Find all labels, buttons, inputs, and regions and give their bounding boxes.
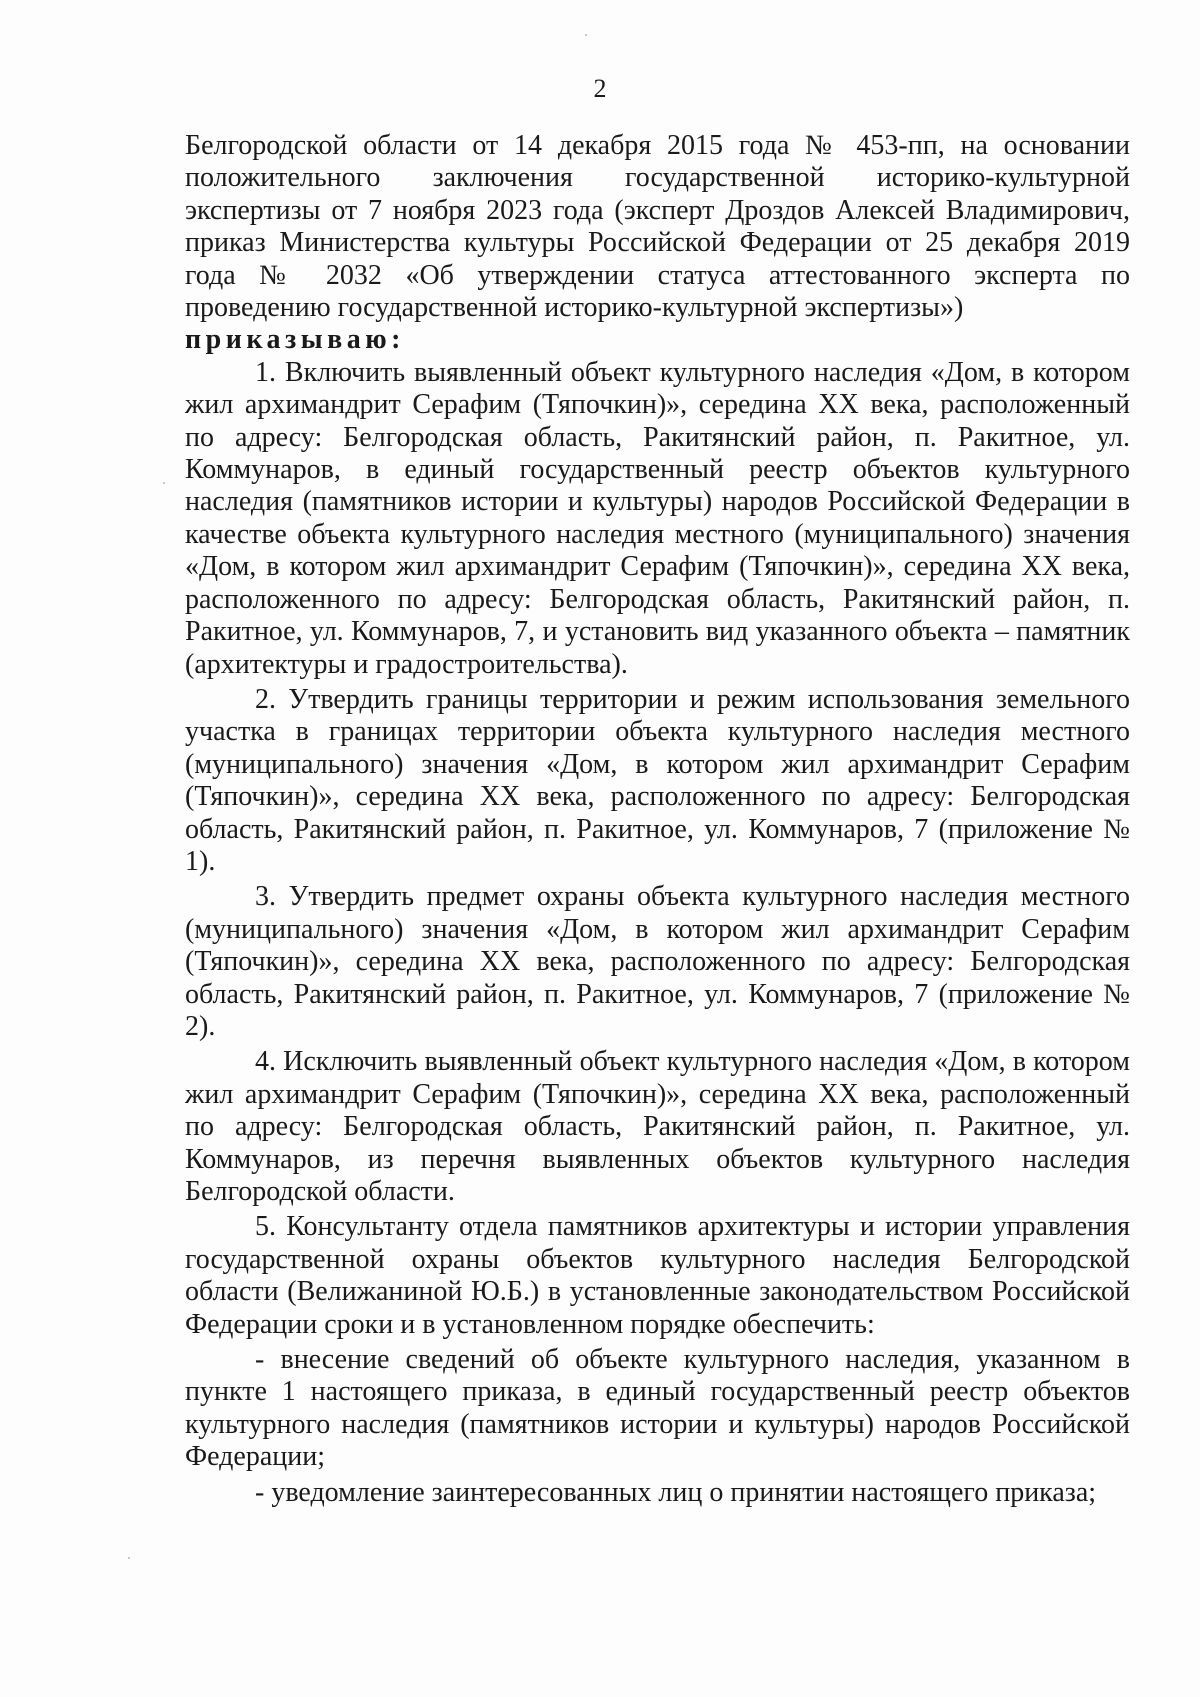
order-word: приказываю: bbox=[185, 324, 406, 356]
order-item-3: 3. Утвердить предмет охраны объекта культурного наследия местного (муниципального) значения «Дом, в котором жил архимандрит Серафим (Тяпочкин)», середина XX века, расположенного по адресу: Белгородская область, Ракитянский район, п. Ракитное, ул. Коммунаров, 7 (приложение № 2). bbox=[185, 881, 1130, 1042]
order-item-4: 4. Исключить выявленный объект культурного наследия «Дом, в котором жил архимандрит Серафим (Тяпочкин)», середина XX века, расположенный по адресу: Белгородская область, Ракитянский район, п. Ракитное, ул. Коммунаров, из перечня выявленных объектов культурного наследия Белгородской области. bbox=[185, 1046, 1130, 1207]
order-item-5: 5. Консультанту отдела памятников архитектуры и истории управления государственной охраны объектов культурного наследия Белгородской области (Велижаниной Ю.Б.) в установленные законодательством Российской Федерации сроки и в установленном порядке обеспечить: bbox=[185, 1211, 1130, 1340]
order-subitem-2: - уведомление заинтересованных лиц о принятии настоящего приказа; bbox=[255, 1476, 1097, 1508]
order-body bbox=[185, 130, 1130, 1509]
scan-speck bbox=[128, 1557, 130, 1559]
order-word-paragraph bbox=[185, 324, 1130, 356]
order-item-2: 2. Утвердить границы территории и режим использования земельного участка в границах территории объекта культурного наследия местного (муниципального) значения «Дом, в котором жил архимандрит Серафим (Тяпочкин)», середина XX века, расположенного по адресу: Белгородская область, Ракитянский район, п. Ракитное, ул. Коммунаров, 7 (приложение № 1). bbox=[185, 683, 1130, 877]
order-subitem-1: - внесение сведений об объекте культурного наследия, указанном в пункте 1 настоящего приказа, в единый государственный реестр объектов культурного наследия (памятников истории и культуры) народов Российской Федерации; bbox=[185, 1344, 1130, 1473]
scan-speck bbox=[585, 34, 587, 36]
scan-speck bbox=[163, 482, 165, 484]
order-item-1: 1. Включить выявленный объект культурного наследия «Дом, в котором жил архимандрит Серафим (Тяпочкин)», середина XX века, расположенный по адресу: Белгородская область, Ракитянский район, п. Ракитное, ул. Коммунаров, в единый государственный реестр объектов культурного наследия (памятников истории и культуры) народов Российской Федерации в качестве объекта культурного наследия местного (муниципального) значения «Дом, в котором жил архимандрит Серафим (Тяпочкин)», середина XX века, расположенного по адресу: Белгородская область, Ракитянский район, п. Ракитное, ул. Коммунаров, 7, и установить вид указанного объекта – памятник (архитектуры и градостроительства). bbox=[185, 356, 1130, 680]
preamble-paragraph: Белгородской области от 14 декабря 2015 года № 453-пп, на основании положительного заключения государственной историко-культурной экспертизы от 7 ноября 2023 года (эксперт Дроздов Алексей Владимирович, приказ Министерства культуры Российской Федерации от 25 декабря 2019 года № 2032 «Об утверждении статуса аттестованного эксперта по проведению государственной историко-культурной экспертизы») bbox=[185, 130, 1130, 324]
page-number: 2 bbox=[593, 74, 607, 103]
